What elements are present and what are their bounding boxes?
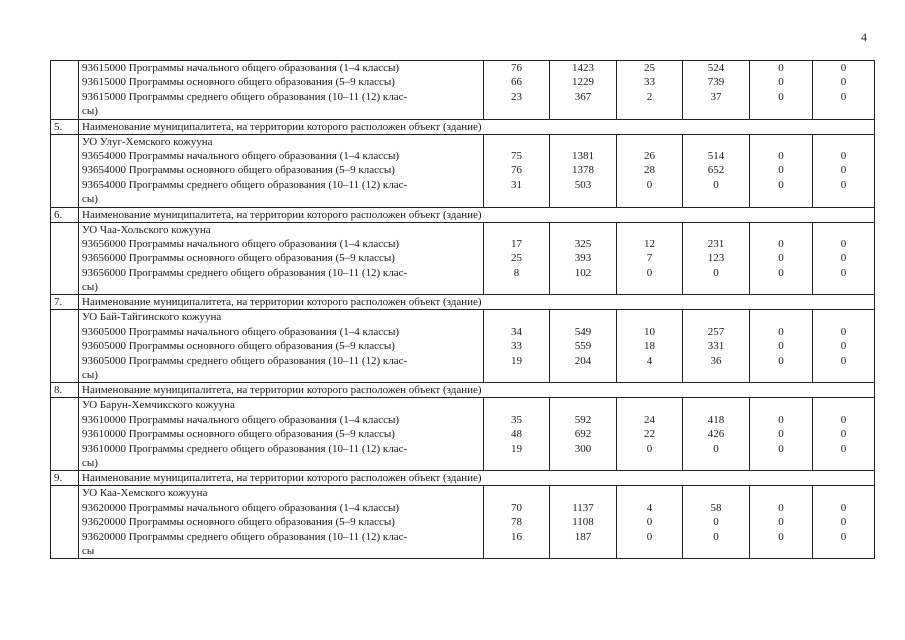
value-column-4 [683, 61, 750, 120]
program-name: Программы начального общего образования (1–4 классы) [128, 237, 400, 250]
value-cell: 692 [574, 428, 592, 441]
program-code: 93610000 [82, 413, 126, 426]
program-name: Программы основного общего образования (5–9 классы) [128, 340, 395, 353]
value-cell: 0 [778, 76, 784, 89]
municipality-header-row [51, 383, 875, 398]
table-row [51, 134, 875, 207]
value-column-2 [550, 398, 617, 471]
program-name: Программы основного общего образования (5–9 классы) [128, 252, 395, 265]
row-number: 9. [51, 471, 79, 486]
value-cell: 325 [574, 237, 592, 250]
program-code: 93654000 [82, 178, 126, 191]
value-cell: 652 [707, 164, 725, 177]
value-cell: 0 [778, 501, 784, 514]
value-cell: 34 [511, 325, 522, 338]
value-cell: 0 [646, 530, 653, 543]
value-column-4 [683, 310, 750, 383]
value-cell: 33 [644, 76, 655, 89]
value-column-3 [617, 398, 683, 471]
value-cell: 0 [840, 354, 847, 367]
table-row [51, 222, 875, 295]
municipality-header-text: Наименование муниципалитета, на территории которого расположен объект (здание) [79, 119, 875, 134]
program-line [82, 61, 483, 75]
program-code: 93605000 [82, 340, 126, 353]
value-cell: 0 [778, 149, 784, 162]
program-line [82, 427, 483, 441]
program-line [82, 413, 483, 427]
value-cell: 23 [511, 90, 522, 103]
spacer [484, 223, 549, 237]
program-code: 93620000 [82, 516, 126, 529]
program-line [82, 325, 483, 339]
value-column-3 [617, 486, 683, 559]
municipality-header-row [51, 471, 875, 486]
program-name-continuation: сы) [82, 456, 98, 469]
value-cell: 31 [511, 178, 522, 191]
spacer [683, 398, 749, 412]
spacer [550, 486, 616, 500]
organization-name: УО Бай-Тайгинского кожууна [82, 311, 222, 324]
program-name: Программы начального общего образования (1–4 классы) [128, 325, 400, 338]
value-cell: 0 [713, 178, 719, 191]
value-cell: 592 [574, 413, 592, 426]
spacer [550, 135, 616, 149]
row-number-cell [51, 222, 79, 295]
value-cell: 0 [840, 164, 847, 177]
value-cell: 0 [778, 325, 784, 338]
value-cell: 24 [644, 413, 655, 426]
program-code: 93610000 [82, 428, 126, 441]
value-column-2 [550, 310, 617, 383]
value-cell: 28 [644, 164, 655, 177]
program-name: Программы основного общего образования (5–9 классы) [128, 516, 395, 529]
value-cell: 0 [840, 340, 847, 353]
program-name: Программы основного общего образования (5–9 классы) [128, 164, 395, 177]
spacer [813, 310, 874, 324]
value-cell: 17 [511, 237, 522, 250]
program-name: Программы начального общего образования (1–4 классы) [128, 501, 400, 514]
value-column-2 [550, 61, 617, 120]
value-column-6 [813, 310, 875, 383]
value-column-1 [484, 486, 550, 559]
value-cell: 0 [778, 413, 784, 426]
row-number-cell [51, 134, 79, 207]
value-column-4 [683, 398, 750, 471]
value-cell: 2 [646, 90, 653, 103]
value-cell: 0 [840, 62, 847, 74]
table-row [51, 486, 875, 559]
program-name: Программы основного общего образования (5–9 классы) [128, 428, 395, 441]
value-cell: 26 [644, 149, 655, 162]
spacer [617, 223, 682, 237]
municipality-header-text: Наименование муниципалитета, на территории которого расположен объект (здание) [79, 295, 875, 310]
value-cell: 0 [778, 266, 784, 279]
table-row [51, 61, 875, 120]
program-name: Программы среднего общего образования (10–11 (12) клас- [128, 354, 408, 367]
value-cell: 19 [511, 354, 522, 367]
value-column-5 [750, 61, 813, 120]
value-column-1 [484, 134, 550, 207]
spacer [813, 398, 874, 412]
program-line [82, 530, 483, 544]
program-line [82, 75, 483, 89]
value-cell: 25 [511, 252, 522, 265]
program-line [82, 339, 483, 353]
municipality-header-text: Наименование муниципалитета, на территории которого расположен объект (здание) [79, 383, 875, 398]
value-cell: 0 [840, 76, 847, 89]
value-column-6 [813, 486, 875, 559]
program-name: Программы начального общего образования (1–4 классы) [128, 62, 400, 74]
value-cell: 25 [644, 62, 655, 74]
value-column-5 [750, 486, 813, 559]
value-cell: 331 [707, 340, 725, 353]
municipality-header-text: Наименование муниципалитета, на территории которого расположен объект (здание) [79, 471, 875, 486]
organization-name: УО Каа-Хемского кожууна [82, 487, 208, 500]
spacer [750, 398, 812, 412]
program-name: Программы среднего общего образования (10–11 (12) клас- [128, 442, 408, 455]
value-cell: 19 [511, 442, 522, 455]
value-cell: 524 [707, 62, 725, 74]
value-cell: 514 [707, 149, 725, 162]
organization-name: УО Барун-Хемчикского кожууна [82, 399, 235, 412]
value-cell: 0 [778, 178, 784, 191]
value-cell: 1423 [572, 62, 594, 74]
value-column-6 [813, 61, 875, 120]
program-code: 93620000 [82, 501, 126, 514]
value-cell: 0 [840, 237, 847, 250]
value-cell: 0 [778, 428, 784, 441]
program-code: 93656000 [82, 266, 126, 279]
value-column-5 [750, 398, 813, 471]
value-cell: 70 [511, 501, 522, 514]
value-cell: 0 [840, 252, 847, 265]
spacer [683, 223, 749, 237]
program-code: 93615000 [82, 76, 126, 89]
program-name-continuation: сы) [82, 369, 98, 382]
program-code: 93656000 [82, 252, 126, 265]
value-column-5 [750, 134, 813, 207]
spacer [683, 486, 749, 500]
value-cell: 0 [713, 530, 719, 543]
row-number-cell [51, 486, 79, 559]
value-cell: 426 [707, 428, 725, 441]
value-cell: 10 [644, 325, 655, 338]
value-cell: 300 [574, 442, 592, 455]
spacer [750, 486, 812, 500]
spacer [484, 310, 549, 324]
municipality-header-row [51, 207, 875, 222]
table-row [51, 398, 875, 471]
value-column-6 [813, 398, 875, 471]
page-number: 4 [861, 30, 867, 44]
value-cell: 36 [710, 354, 722, 367]
value-cell: 187 [574, 530, 592, 543]
value-cell: 22 [644, 428, 655, 441]
value-cell: 0 [778, 340, 784, 353]
row-number-cell [51, 61, 79, 120]
program-line [82, 501, 483, 515]
program-code: 93615000 [82, 62, 126, 74]
value-cell: 0 [713, 442, 719, 455]
spacer [813, 135, 874, 149]
value-column-1 [484, 398, 550, 471]
statistics-table [50, 60, 875, 559]
value-cell: 76 [511, 62, 522, 74]
program-line [82, 90, 483, 104]
program-name: Программы среднего общего образования (10–11 (12) клас- [128, 90, 408, 103]
value-cell: 0 [713, 516, 719, 529]
value-cell: 0 [840, 178, 847, 191]
value-cell: 37 [710, 90, 722, 103]
value-cell: 0 [778, 354, 784, 367]
organization-name: УО Чаа-Хольского кожууна [82, 223, 211, 236]
value-cell: 16 [511, 530, 522, 543]
value-column-6 [813, 222, 875, 295]
value-cell: 102 [574, 266, 592, 279]
value-cell: 0 [713, 266, 719, 279]
spacer [484, 135, 549, 149]
value-column-4 [683, 134, 750, 207]
program-code: 93654000 [82, 164, 126, 177]
value-cell: 0 [778, 516, 784, 529]
row-number-cell [51, 310, 79, 383]
organization-name: УО Улуг-Хемского кожууна [82, 135, 213, 148]
value-column-2 [550, 222, 617, 295]
program-code: 93605000 [82, 354, 126, 367]
value-cell: 257 [707, 325, 725, 338]
spacer [813, 223, 874, 237]
value-cell: 418 [707, 413, 725, 426]
program-line [82, 237, 483, 251]
spacer [550, 398, 616, 412]
spacer [813, 486, 874, 500]
program-description [79, 134, 484, 207]
spacer [750, 135, 812, 149]
value-cell: 0 [840, 442, 847, 455]
program-code: 93615000 [82, 90, 126, 103]
program-code: 93656000 [82, 237, 126, 250]
row-number: 8. [51, 383, 79, 398]
value-cell: 0 [778, 90, 784, 103]
value-cell: 0 [840, 516, 847, 529]
value-cell: 0 [778, 252, 784, 265]
value-cell: 75 [511, 149, 522, 162]
value-cell: 48 [511, 428, 522, 441]
program-name-continuation: сы) [82, 193, 98, 206]
value-cell: 0 [840, 413, 847, 426]
value-cell: 0 [840, 428, 847, 441]
program-description [79, 61, 484, 120]
program-line [82, 266, 483, 280]
value-column-3 [617, 310, 683, 383]
value-cell: 549 [574, 325, 592, 338]
value-cell: 0 [646, 516, 653, 529]
value-cell: 0 [840, 501, 847, 514]
value-cell: 1381 [572, 149, 594, 162]
value-cell: 231 [707, 237, 725, 250]
value-cell: 0 [646, 178, 653, 191]
spacer [617, 398, 682, 412]
program-line [82, 149, 483, 163]
program-description [79, 486, 484, 559]
program-line [82, 515, 483, 529]
value-cell: 559 [574, 340, 592, 353]
program-name: Программы начального общего образования (1–4 классы) [128, 413, 400, 426]
value-cell: 739 [707, 76, 725, 89]
value-cell: 123 [707, 252, 725, 265]
value-cell: 0 [646, 442, 653, 455]
value-column-1 [484, 222, 550, 295]
value-cell: 33 [511, 340, 522, 353]
value-cell: 367 [574, 90, 592, 103]
value-column-5 [750, 310, 813, 383]
municipality-header-text: Наименование муниципалитета, на территории которого расположен объект (здание) [79, 207, 875, 222]
value-column-4 [683, 222, 750, 295]
value-cell: 76 [511, 164, 522, 177]
value-cell: 503 [574, 178, 592, 191]
program-name-continuation: сы) [82, 281, 98, 294]
value-cell: 204 [574, 354, 592, 367]
value-cell: 1229 [572, 76, 594, 89]
program-description [79, 222, 484, 295]
spacer [683, 310, 749, 324]
program-line [82, 354, 483, 368]
value-cell: 0 [840, 325, 847, 338]
spacer [617, 486, 682, 500]
value-cell: 0 [778, 442, 784, 455]
program-name: Программы среднего общего образования (10–11 (12) клас- [128, 178, 408, 191]
value-cell: 0 [840, 90, 847, 103]
spacer [550, 310, 616, 324]
program-code: 93620000 [82, 530, 126, 543]
spacer [484, 486, 549, 500]
value-cell: 0 [646, 266, 653, 279]
value-cell: 4 [646, 354, 653, 367]
spacer [683, 135, 749, 149]
program-line [82, 178, 483, 192]
row-number: 6. [51, 207, 79, 222]
program-code: 93654000 [82, 149, 126, 162]
value-column-2 [550, 134, 617, 207]
value-cell: 12 [644, 237, 655, 250]
program-description [79, 398, 484, 471]
value-cell: 1108 [572, 516, 594, 529]
value-cell: 0 [840, 149, 847, 162]
value-column-5 [750, 222, 813, 295]
value-column-3 [617, 61, 683, 120]
program-line [82, 251, 483, 265]
value-column-2 [550, 486, 617, 559]
value-cell: 18 [644, 340, 655, 353]
value-cell: 66 [511, 76, 522, 89]
program-name: Программы начального общего образования (1–4 классы) [128, 149, 400, 162]
spacer [484, 398, 549, 412]
value-cell: 58 [710, 501, 722, 514]
program-name-continuation: сы) [82, 105, 98, 118]
spacer [617, 135, 682, 149]
value-column-3 [617, 134, 683, 207]
program-description [79, 310, 484, 383]
program-name: Программы среднего общего образования (10–11 (12) клас- [128, 266, 408, 279]
program-name: Программы среднего общего образования (10–11 (12) клас- [128, 530, 408, 543]
program-code: 93605000 [82, 325, 126, 338]
spacer [750, 310, 812, 324]
value-cell: 0 [840, 266, 847, 279]
program-line [82, 163, 483, 177]
value-cell: 35 [511, 413, 522, 426]
value-cell: 393 [574, 252, 592, 265]
table-row [51, 310, 875, 383]
row-number: 7. [51, 295, 79, 310]
spacer [750, 223, 812, 237]
program-name: Программы основного общего образования (5–9 классы) [128, 76, 395, 89]
value-cell: 0 [840, 530, 847, 543]
value-column-6 [813, 134, 875, 207]
value-cell: 0 [778, 530, 784, 543]
value-cell: 4 [646, 501, 653, 514]
program-code: 93610000 [82, 442, 126, 455]
row-number-cell [51, 398, 79, 471]
spacer [550, 223, 616, 237]
value-cell: 7 [646, 252, 653, 265]
value-cell: 0 [778, 62, 784, 74]
value-cell: 78 [511, 516, 522, 529]
program-line [82, 442, 483, 456]
municipality-header-row [51, 119, 875, 134]
value-column-1 [484, 61, 550, 120]
value-column-3 [617, 222, 683, 295]
value-column-4 [683, 486, 750, 559]
value-cell: 0 [778, 237, 784, 250]
municipality-header-row [51, 295, 875, 310]
value-cell: 1378 [572, 164, 594, 177]
program-name-continuation: сы [82, 544, 95, 557]
value-cell: 0 [778, 164, 784, 177]
row-number: 5. [51, 119, 79, 134]
value-cell: 1137 [572, 501, 594, 514]
value-column-1 [484, 310, 550, 383]
value-cell: 8 [513, 266, 520, 279]
spacer [617, 310, 682, 324]
